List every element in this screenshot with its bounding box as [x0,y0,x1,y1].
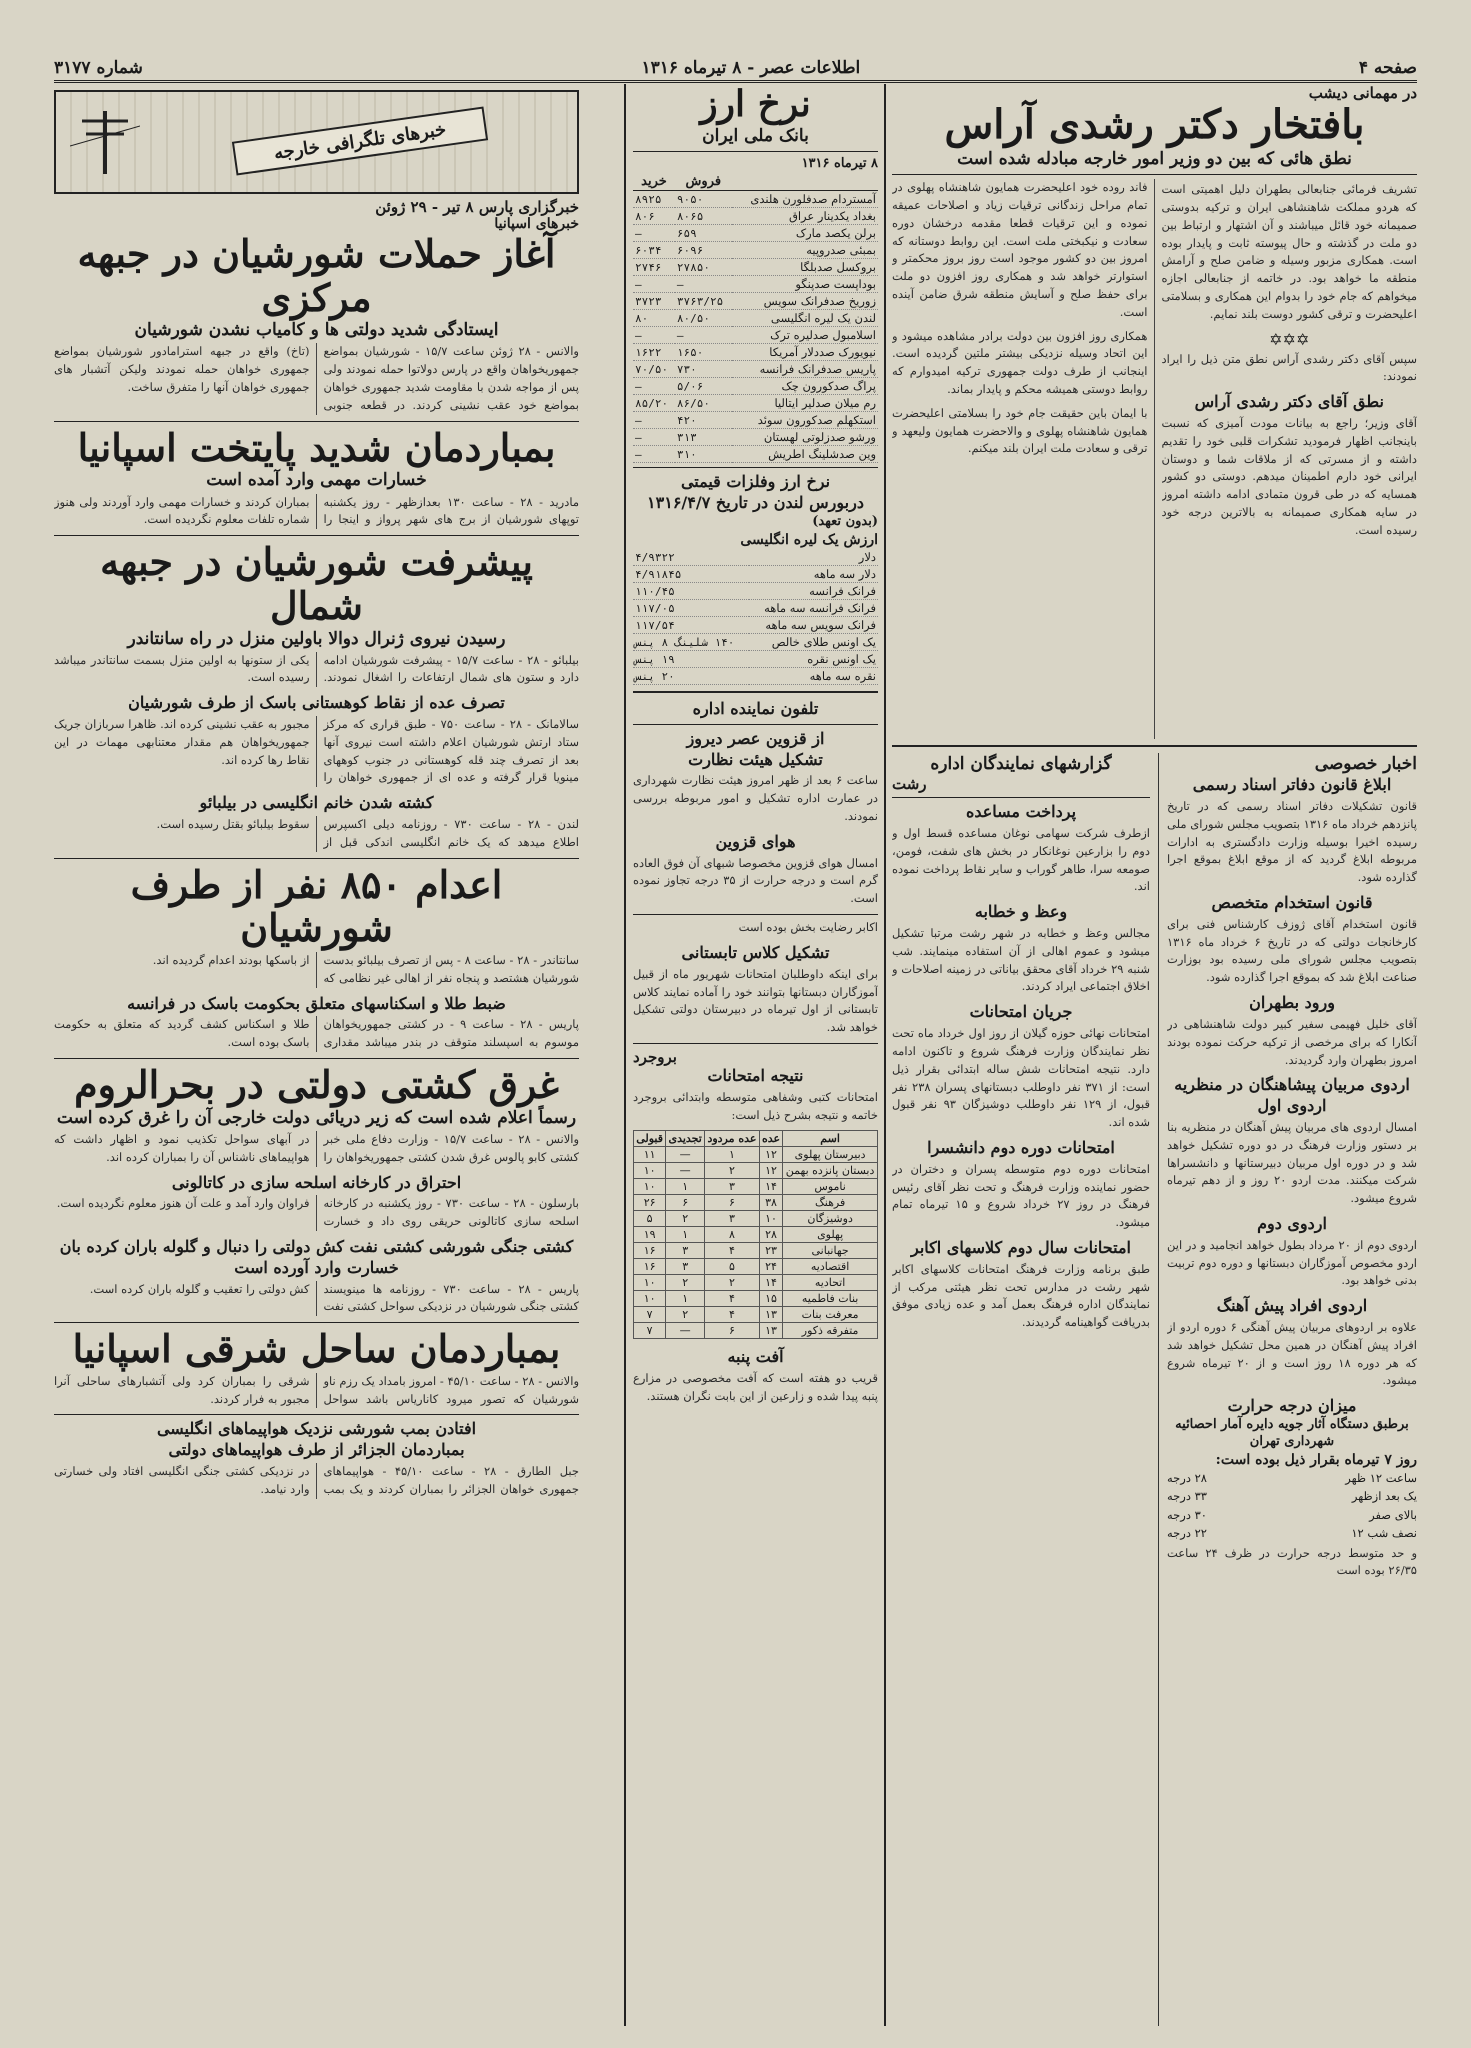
rasht-s2-body: مجالس وعظ و خطابه در شهر رشت مرتبا تشکیل میشود و عموم اهالی از آن استفاده مینمایند. شب شنبه ۲۹ خرداد آقای محقق بیاناتی در زمینه اصلاحات و اخلاق اجتماعی ایراد کردند. [892,926,1150,994]
bourse-row [633,617,878,634]
bourse-row [633,634,878,651]
foreign-dateline: خبرگزاری پارس ۸ تیر - ۲۹ ژوئن [375,198,579,216]
results-cell: ۴ [705,1291,760,1307]
results-cell: ۲۶ [634,1195,666,1211]
results-cell: ناموس [783,1179,878,1195]
body-north: بیلبائو - ۲۸ - ساعت ۱۵/۷ - پیشرفت شورشیان ادامه دارد و ستون های شمال ارتفاعات را اشغال نمودند. یکی از ستونها به اولین منزل بسمت سانتاندر میباشد رسیده است. [54,652,579,685]
item-4-title: اردوی مربیان پیشاهنگان در منظریه [1174,1075,1410,1095]
results-cell: دوشیزگان [783,1211,878,1227]
rate-sell: ۳۱۳ [675,429,732,446]
rate-currency: بمبئی صدروپیه [732,242,878,259]
rate-currency: بغداد یکدینار عراق [732,208,878,225]
weather-row [1167,1506,1417,1524]
results-cell: متفرقه ذکور [783,1323,878,1339]
weather-title: میزان درجه حرارت [1227,1396,1357,1416]
class-body: برای اینکه داوطلبان امتحانات شهریور ماه از قبیل آموزگاران دبستانها بتوانند خود را آماده نمایند کلاس تابستانی از اول تیرماه در دبیرستان دولتی تشکیل خواهد شد. [633,966,878,1035]
rasht-s5-body: طبق برنامه وزارت فرهنگ امتحانات کلاسهای اکابر شهر رشت در مدارس تحت نظر هیئتی مرکب از نمایندگان اداره فرهنگ بعمل آمد و عده زیادی موفق بدریافت گواهینامه گردیدند. [892,1261,1150,1330]
results-header: عده [759,1131,782,1147]
item-2-body: قانون استخدام آقای ژوزف کارشناس فنی برای کارخانجات دولتی که در تاریخ ۶ خرداد ماه ۱۳۱۶ بتصویب مجلس شورای ملی رسیده بود بوزارت صناعت ابلاغ شد که بموقع اجرا گذارده شود. [1167,916,1417,985]
rate-buy: ۳۷۲۳ [633,293,675,310]
banner-label: خبرهای تلگرافی خارجه [232,106,488,175]
results-row [634,1163,878,1179]
headline-gold: ضبط طلا و اسکناسهای متعلق بحکومت باسک در فرانسه [127,993,506,1013]
rate-buy: ۷۰/۵۰ [633,361,675,378]
article-kicker: در مهمانی دیشب [1308,84,1417,102]
item-3-title: ورود بطهران [1249,993,1335,1013]
telegraph-pole-icon [70,106,140,176]
rate-currency: رم میلان صدلیر ایتالیا [732,395,878,412]
rate-sell: ۸۰۶۵ [675,208,732,225]
headline-englishwoman: کشته شدن خانم انگلیسی در بیلبائو [199,793,434,813]
col-sell: فروش [675,173,732,191]
results-header: اسم [783,1131,878,1147]
results-header: عده مردود [705,1131,760,1147]
paper-title: اطلاعات عصر - ۸ تیرماه ۱۳۱۶ [641,58,861,78]
results-row [634,1275,878,1291]
weather-value: ۳۰ درجه [1167,1507,1207,1522]
rate-sell: ۸۰/۵۰ [675,310,732,327]
class-note: اکابر رضایت بخش بوده است [738,920,878,935]
bourse-row [633,668,878,685]
rate-buy: — [633,429,675,446]
rate-currency: پاریس صدفرانک فرانسه [732,361,878,378]
results-cell: — [666,1147,705,1163]
results-row [634,1211,878,1227]
rate-row [633,344,878,361]
rate-sell: — [675,276,732,293]
rasht-s2-title: وعظ و خطابه [974,902,1068,922]
rate-currency: وین صدشلینگ اطریش [732,446,878,463]
weather-sub: برطبق دستگاه آثار جویه دایره آمار احصائیه شهرداری تهران [1175,1417,1409,1449]
bourse-row [633,583,878,600]
qazvin-weather-title: هوای قزوین [715,831,796,851]
results-cell: ۴ [705,1243,760,1259]
rate-currency: آمستردام صدفلورن هلندی [732,191,878,208]
body-offensive: والانس - ۲۸ ژوئن ساعت ۱۵/۷ - شورشیان بمواضع جمهوریخواهان واقع در پارس دولاتوا حمله نمودند ولی پس از مواجه شدن با مقاومت شدید جمهوری خواهان بمواضع خود عقب نشینی کردند. در قطعه جنوبی (تاخ) واقع در جبهه استرامادور شورشیان بمواضع جمهوری خواهان حمله نمودند ولیکن آتشبار های جمهوری خواهان آنها را متفرق ساخت. [54,344,579,412]
telephone-heading: تلفون نماینده اداره [692,699,819,719]
results-cell: ۱ [666,1291,705,1307]
results-row [634,1259,878,1275]
weather-intro: روز ۷ تیرماه بقرار ذیل بوده است: [1215,1451,1417,1468]
rate-currency: برلن یکصد مارک [732,225,878,242]
results-cell: ۱۰ [634,1275,666,1291]
subhead-madrid: خسارات مهمی وارد آمده است [206,470,427,491]
aras-paragraph-1: تشریف فرمائی جنابعالی بطهران دلیل اهمیتی است که هردو مملکت شاهنشاهی ایران و ترکیه بدوستی صمیمانه خود قائل میباشند و آن اشتهار و ارتباط بین دو ملت در گذشته و حال پیوسته ثابت و پایدار بوده است. همکاری مزبور وسیله و ضامن صلح و آرامش منطقه ما خواهد بود. در خاتمه از جنابعالی اجازه میخواهم که جام خود را بدوام این همکاری و بسلامتی اعلیحضرت و ترقی کشور دوست بلند نمایم. [1161,182,1417,321]
results-cell: ۱۴ [759,1179,782,1195]
bourse-value: ۱۹ پنس [633,651,749,668]
results-cell: ۱۰ [759,1211,782,1227]
results-cell: ۱۶ [634,1259,666,1275]
weather-row [1167,1487,1417,1505]
results-cell: ۲ [705,1163,760,1179]
results-row [634,1147,878,1163]
rate-currency: استکهلم صدکورون سوئد [732,412,878,429]
rate-sell: — [675,327,732,344]
subhead-aras: نطق هائی که بین دو وزیر امور خارجه مبادله شده است [957,149,1352,169]
subhead-offensive: ایستادگی شدید دولتی ها و کامیاب نشدن شورشیان [134,320,499,341]
headline-tanker: کشتی جنگی شورشی کشتی نفت کش دولتی را دنبال و گلوله باران کرده بان خسارت وارد آورده است [59,1236,574,1277]
rate-buy: ۸۰ [633,310,675,327]
rate-sell: ۷۳۰ [675,361,732,378]
metals-heading: نرخ ارز وفلزات قیمتی [680,472,831,492]
results-cell: ۱۲ [759,1163,782,1179]
column-rule-right [884,84,886,2026]
rate-currency: ورشو صدزلوتی لهستان [732,429,878,446]
left-column [54,84,579,2026]
headline-algeria: بمباردمان الجزائر از طرف هواپیماهای دولتی [168,1440,465,1460]
rate-currency: زوریخ صدفرانک سویس [732,293,878,310]
results-cell: ۱۱ [634,1147,666,1163]
results-cell: — [666,1163,705,1179]
bourse-item: یک اونس نقره [749,651,878,668]
aras-paragraph-3: همکاری روز افزون بین دولت برادر مشاهده میشود و این اتحاد وسیله نزدیکی بیشتر ملتین گردیده است. اینجانب از طرف دولت جمهوری ترکیه امیدوارم که روابط دوستی همیشه محکم و پایدار بماند. [892,328,1148,397]
weather-value: ۲۸ درجه [1167,1471,1207,1486]
results-row [634,1195,878,1211]
results-cell: ۷ [634,1307,666,1323]
telephone-title: تشکیل هیئت نظارت [688,749,823,769]
reports-heading: گزارشهای نمایندگان اداره [930,754,1112,775]
rate-buy: — [633,446,675,463]
rate-sell: ۶۰۹۶ [675,242,732,259]
headline-basque: تصرف عده از نقاط کوهستانی باسک از طرف شورشیان [128,693,505,713]
results-cell: ۳ [666,1259,705,1275]
subhead-sinking: رسماً اعلام شده است که زیر دریائی دولت خارجی آن را غرق کرده است [56,1107,577,1128]
column-rule-left [624,84,626,2026]
results-row [634,1243,878,1259]
results-cell: ۲۴ [759,1259,782,1275]
bourse-value: ۱۱۷/۰۵ [633,600,749,617]
rate-sell: ۶۵۹ [675,225,732,242]
rate-buy: ۸۹۲۵ [633,191,675,208]
rate-row [633,395,878,412]
right-column [892,84,1417,2026]
results-cell: دبیرستان پهلوی [783,1147,878,1163]
reports-city: رشت [892,775,927,794]
headline-offensive: آغاز حملات شورشیان در جبهه مرکزی [77,231,556,320]
item-4-sub: اردوی اول [1257,1096,1327,1116]
rate-currency: بوداپست صدپنگو [732,276,878,293]
weather-label: یک بعد ازظهر [1351,1489,1417,1504]
rate-currency: اسلامبول صدلیره ترک [732,327,878,344]
bourse-value: ۴/۹۳۲۲ [633,549,749,566]
rate-currency: نیویورک صددلار آمریکا [732,344,878,361]
rate-sell: ۴۲۰ [675,412,732,429]
headline-executions: اعدام ۸۵۰ نفر از طرف شورشیان [130,861,503,951]
body-executions: سانتاندر - ۲۸ - ساعت ۸ - پس از تصرف بیلبائو بدست شورشیان هشتصد و پنجاه نفر از اهالی غیر نظامی که از باسکها بودند اعدام گردیده اند. [152,953,579,985]
rasht-s3-body: امتحانات نهائی حوزه گیلان از روز اول خرداد ماه تحت نظر نمایندگان وزارت فرهنگ شروع و تاکنون ادامه دارد. نتیجه امتحانات شش ساله ابتدائی بقرار ذیل است: از ۳۷۱ نفر داوطلب دبستانهای پسران ۲۳۸ نفر قبول، از ۱۲۹ نفر داوطلب دوشیزگان ۹۳ نفر قبول شده اند. [892,1026,1150,1130]
rasht-s4-title: امتحانات دوره دوم دانشسرا [927,1137,1115,1157]
results-header: تجدیدی [666,1131,705,1147]
results-cell: فرهنگ [783,1195,878,1211]
rate-row [633,225,878,242]
rate-row [633,242,878,259]
rate-sell: ۸۶/۵۰ [675,395,732,412]
results-cell: ۱ [666,1179,705,1195]
bourse-item: دلار [749,549,878,566]
results-cell: ۶ [705,1195,760,1211]
rate-row [633,208,878,225]
results-cell: ۴ [705,1307,760,1323]
rate-row [633,310,878,327]
results-cell: ۵ [705,1259,760,1275]
subhead-north: رسیدن نیروی ژنرال دوالا باولین منزل در راه سانتاندر [127,628,506,649]
weather-label: بالای صفر [1369,1507,1417,1522]
results-cell: جهانبانی [783,1243,878,1259]
rate-sell: ۳۱۰ [675,446,732,463]
pest-body: قریب دو هفته است که آفت مخصوصی در مزارع پنبه پیدا شده و زارعین از این بابت نگران هستند. [633,1371,878,1403]
rate-row [633,378,878,395]
results-row [634,1307,878,1323]
rate-currency: بروکسل صدبلگا [732,259,878,276]
bourse-item: فرانک فرانسه [749,583,878,600]
rate-row [633,361,878,378]
item-5-title: اردوی دوم [1257,1213,1327,1233]
item-5-body: اردوی دوم از ۲۰ مرداد بطول خواهد انجامید و در این اردو مخصوص آموزگاران دبستانها و دوره دوم تربیت بدنی خواهد بود. [1167,1237,1417,1288]
col-buy: خرید [633,173,675,191]
rasht-s3-title: جریان امتحانات [969,1002,1073,1022]
body-fire: بارسلون - ۲۸ - ساعت ۷۳۰ - روز یکشنبه در کارخانه اسلحه سازی کاتالونی حریقی روی داد و خسارت فراوان وارد آمد و علت آن هنوز معلوم نگردیده است. [56,1196,579,1229]
results-cell: ۱۰ [634,1291,666,1307]
rate-row [633,259,878,276]
results-title: نتیجه امتحانات [707,1065,804,1085]
rate-sell: ۱۶۵۰ [675,344,732,361]
results-sub: امتحانات کتبی وشفاهی متوسطه وابتدائی بروجرد خاتمه و نتیجه بشرح ذیل است: [633,1089,878,1122]
rate-buy: — [633,276,675,293]
bourse-item: نقره سه ماهه [749,668,878,685]
city-boroujerd: بروجرد [633,1047,677,1066]
results-cell: ۲ [705,1275,760,1291]
results-cell: ۱۰ [634,1179,666,1195]
rate-sell: ۵/۰۶ [675,378,732,395]
results-row [634,1291,878,1307]
results-cell: ۲ [666,1275,705,1291]
bourse-note: (بدون تعهد) [812,513,878,529]
bourse-value: ۲۰ پنس [633,668,749,685]
aras-paragraph-4: با ایمان باین حقیقت جام خود را بسلامتی اعلیحضرت همایون شاهنشاه پهلوی و والاحضرت همایون ولیعهد و ترقی و سعادت ملت ایران بلند میکنم. [892,405,1148,456]
results-row [634,1227,878,1243]
results-cell: ۱۳ [759,1323,782,1339]
body-tanker: پاریس - ۲۸ - ساعت ۷۳۰ - روزنامه ها مینویسند کشتی جنگی شورشیان در نزدیکی سواحل کشتی نفت کش دولتی را تعقیب و گلوله باران کرده است. [89,1281,579,1314]
bourse-item: فرانک فرانسه سه ماهه [749,600,878,617]
headline-sinking: غرق کشتی دولتی در بحرالروم [74,1062,559,1108]
rate-sell: ۲۷۸۵۰ [675,259,732,276]
bourse-value: ۱۱۰/۴۵ [633,583,749,600]
rates-date: ۸ تیرماه ۱۳۱۶ [801,156,878,172]
results-row [634,1323,878,1339]
body-coast: والانس - ۲۸ - ساعت ۴۵/۱۰ - امروز بامداد یک رزم ناو شورشیان که تصور میرود کاناریاس باشد سواحل شرقی را بمباران کرد ولی آتشبارهای ساحلی آنرا مجبور به فرار کردند. [54,1373,579,1406]
middle-column [633,84,878,2026]
results-cell: اتحادیه [783,1275,878,1291]
bourse-item: فرانک سویس سه ماهه [749,617,878,634]
item-6-title: اردوی افراد پیش آهنگ [1216,1296,1368,1316]
bourse-sub: ارزش یک لیره انگلیسی [740,531,878,548]
bourse-row [633,600,878,617]
results-cell: پهلوی [783,1227,878,1243]
foreign-section: خبرهای اسپانیا [494,216,579,232]
rate-currency: پراگ صدکورون چک [732,378,878,395]
rasht-s1-body: ازطرف شرکت سهامی نوغان مساعده قسط اول و دوم را بزارعین نوغانکار در بخش های شفت، فومن، صومعه سرا، طاهر گوراب و سایر نقاط پرداخت نموده اند. [892,825,1150,894]
headline-madrid: بمباردمان شدید پایتخت اسپانیا [77,424,556,470]
issue-number: شماره ۳۱۷۷ [54,58,143,78]
body-basque: سالامانک - ۲۸ - ساعت ۷۵۰ - طبق قراری که مرکز ستاد ارتش شورشیان اعلام داشته است نیروی آنها بعد از تصرف چند قله کوهستانی در جنوب کوههای مینویا قرار گرفته و عده ای از جمهوری خواهان را مجبور به عقب نشینی کرده اند. ظاهرا سربازان جریک جمهوریخواهان هم مقدار معتنابهی مهمات در این نقاط رها کرده اند. [54,717,579,785]
results-cell: ۱۳ [759,1307,782,1323]
rasht-s5-title: امتحانات سال دوم کلاسهای اکابر [911,1238,1131,1257]
results-cell: ۱۰ [634,1163,666,1179]
exchange-rates-table [633,173,878,463]
bourse-value: ۱۱۷/۵۴ [633,617,749,634]
rate-buy: ۱۶۲۲ [633,344,675,361]
weather-row [1167,1469,1417,1487]
results-cell: ۲۸ [759,1227,782,1243]
rate-buy: ۲۷۴۶ [633,259,675,276]
body-gold: پاریس - ۲۸ - ساعت ۹ - در کشتی جمهوریخواهان موسوم به اسپسلند متوقف در بندر میباشد مقداری طلا و اسکناس کشف گردید که متعلق به حکومت باسک بوده است. [54,1017,579,1050]
results-cell: اقتصادیه [783,1259,878,1275]
headline-north: پیشرفت شورشیان در جبهه شمال [100,539,533,628]
special-news-heading: اخبار خصوصی [1314,754,1417,775]
results-cell: ۱۶ [634,1243,666,1259]
results-cell: ۱ [705,1147,760,1163]
rate-row [633,293,878,310]
rate-row [633,446,878,463]
aras-reply-intro: سپس آقای دکتر رشدی آراس نطق متن ذیل را ایراد نمودند: [1161,351,1417,384]
results-cell: معرفت بنات [783,1307,878,1323]
rate-sell: ۹۰۵۰ [675,191,732,208]
rasht-s4-body: امتحانات دوره دوم متوسطه پسران و دختران در حضور نماینده وزارت فرهنگ و تحت نظر آقای رئیس فرهنگ در روز ۲۷ خرداد شروع و ۱۵ تیرماه تمام میشود. [892,1161,1150,1230]
class-title: تشکیل کلاس تابستانی [681,942,830,962]
bourse-value: ۱۴۰ شلینگ ۸ پنس [633,634,749,651]
rate-row [633,276,878,293]
lower-right-area [892,753,1417,2026]
results-cell: ۳ [705,1179,760,1195]
item-1-body: قانون تشکیلات دفاتر اسناد رسمی که در تاریخ پانزدهم خرداد ماه ۱۳۱۶ بتصویب مجلس شورای ملی رسیده اخیرا بوسیله وزارت دادگستری به ادارات مربوطه ابلاغ گردید که از موقع ابلاغ بموقع اجرا گذارده شود. [1167,798,1417,885]
telephone-sub: از قزوین عصر دیروز [686,728,825,748]
headline-coast: بمباردمان ساحل شرقی اسپانیا [72,1326,561,1372]
rate-buy: — [633,327,675,344]
results-cell: ۲ [666,1211,705,1227]
headline-bomb-uk: افتادن بمب شورشی نزدیک هواپیماهای انگلیسی [156,1419,477,1439]
item-3-body: آقای خلیل فهیمی سفیر کبیر دولت شاهنشاهی در آنکارا که برای مرخصی از ترکیه حرکت نموده بودند امروز بطهران وارد گردیدند. [1167,1016,1417,1067]
special-news-column [1167,753,1417,2026]
weather-row [1167,1524,1417,1542]
bourse-row [633,566,878,583]
item-4-body: امسال اردوی های مربیان پیش آهنگان در منظریه بنا بر دستور وزارت فرهنگ در دو دوره تشکیل خواهد شد و در دوره اول مربیان دبیرستانها و دانشسراها شرکت میکنند. مدت اردو ۲۰ روز و از دهم تیرماه شروع میشود. [1167,1119,1417,1206]
results-cell: ۷ [634,1323,666,1339]
results-cell: ۱۵ [759,1291,782,1307]
pest-title: آفت پنبه [727,1347,784,1367]
rates-heading: نرخ ارز [700,84,811,125]
body-madrid: مادرید - ۲۸ - ساعت ۱۳۰ بعدازظهر - روز یکشنبه توپهای شورشیان از برج های شهر پرواز و اینجا را بمباران کردند و خسارات مهمی وارد آوردند ولی هنوز شماره تلفات معلوم نگردیده است. [54,494,579,527]
results-cell: ۱۴ [759,1275,782,1291]
rate-sell: ۳۷۶۳/۲۵ [675,293,732,310]
aras-paragraph-2: فاند روده خود اعلیحضرت همایون شاهنشاه پهلوی در تمام مراحل زندگانی ترقیات زیاد و اصلاحات عمیقه نموده و این ترقیات قطعا مقدمه درخشان دوره سعادت و نیکبختی ملت است. این روابط دوستانه که امروز بین دو کشور موجود است روز بروز محکمتر و استوارتر خواهد شد و همکاری روز افزون دو ملت برای حفظ صلح و آسایش منطقه شرق ضامن آینده است. [892,180,1148,319]
results-cell: ۶ [666,1195,705,1211]
aras-reply-body: آقای وزیر؛ راجع به بیانات مودت آمیزی که نسبت باینجانب اظهار فرمودید تشکرات قلبی خود را تقدیم داشته و از مسرتی که از ملاقات شما و دوستان ایرانی خود دارم اطمینان میدهم. دوستی دو کشور همسایه که در طی قرون متمادی ادامه داشته امروز در سایه همکاری صمیمانه به بالاترین درجه خود رسیده است. [1161,416,1417,537]
rate-buy: ۸۵/۲۰ [633,395,675,412]
rate-buy: — [633,378,675,395]
masthead [54,56,1417,83]
results-cell: ۶ [705,1323,760,1339]
rates-bank: بانک ملی ایران [702,126,809,147]
weather-value: ۳۳ درجه [1167,1489,1207,1504]
bourse-value: ۴/۹۱۸۴۵ [633,566,749,583]
bourse-row [633,651,878,668]
body-algeria: جبل الطارق - ۲۸ - ساعت ۴۵/۱۰ - هواپیماهای جمهوری خواهان الجزائر را بمباران کردند و یک بمب در نزدیکی کشتی جنگی انگلیسی افتاد ولی خسارتی وارد نیامد. [54,1464,579,1496]
telephone-body: ساعت ۶ بعد از ظهر امروز هیئت نظارت شهرداری در عمارت اداره تشکیل و امور مربوطه بررسی نمودند. [633,773,878,824]
weather-label: نصف شب ۱۲ [1351,1526,1417,1541]
bourse-item: دلار سه ماهه [749,566,878,583]
rate-row [633,191,878,208]
results-cell: ۲ [666,1307,705,1323]
body-sinking: والانس - ۲۸ - ساعت ۱۵/۷ - وزارت دفاع ملی خبر کشتی کابو پالوس غرق شدن کشتی جمهوریخواهان را در آبهای سواحل تکذیب نمود و اظهار داشت که هواپیماهای ناشناس آن را بمباران کرده اند. [54,1131,579,1164]
headline-aras: بافتخار دکتر رشدی آراس [944,101,1365,148]
results-cell: ۱ [666,1227,705,1243]
weather-table [1167,1469,1417,1543]
bourse-heading: دربورس لندن در تاریخ ۱۳۱۶/۴/۷ [647,493,864,513]
results-cell: ۱۹ [634,1227,666,1243]
bourse-table [633,549,878,685]
results-cell: ۸ [705,1227,760,1243]
qazvin-weather-body: امسال هوای قزوین مخصوصا شبهای آن فوق العاده گرم است و درجه حرارت از ۳۵ درجه تجاوز نموده است. [633,855,878,906]
results-cell: بنات فاطمیه [783,1291,878,1307]
weather-footer: و حد متوسط درجه حرارت در ظرف ۲۴ ساعت ۲۶/۳۵ بوده است [1167,1545,1417,1578]
rate-buy: — [633,225,675,242]
results-cell: ۳۸ [759,1195,782,1211]
rate-buy: ۸۰۶ [633,208,675,225]
rate-buy: — [633,412,675,429]
results-cell: ۲۳ [759,1243,782,1259]
rate-row [633,412,878,429]
headline-fire: احتراق در کارخانه اسلحه سازی در کاتالونی [171,1172,462,1192]
weather-label: ساعت ۱۲ ظهر [1345,1471,1417,1486]
foreign-news-banner [54,90,579,194]
page-label: صفحه ۴ [1358,58,1417,78]
item-6-body: علاوه بر اردوهای مربیان پیش آهنگی ۶ دوره اردو از افراد پیش آهنگان در همین محل تشکیل خواهد شد که هر دوره ۱۸ روز است و از ۲۰ تیرماه شروع میشود. [1167,1320,1417,1388]
results-header: قبولی [634,1131,666,1147]
item-1-title: ابلاغ قانون دفاتر اسناد رسمی [1192,775,1392,795]
aras-article-body [892,179,1417,739]
rate-currency: لندن یک لیره انگلیسی [732,310,878,327]
weather-value: ۲۲ درجه [1167,1526,1207,1541]
item-2-title: قانون استخدام متخصص [1211,893,1373,913]
bourse-item: یک اونس طلای خالص [749,634,878,651]
results-row [634,1179,878,1195]
rate-row [633,327,878,344]
bourse-row [633,549,878,566]
results-cell: ۱۲ [759,1147,782,1163]
results-cell: ۳ [705,1211,760,1227]
results-cell: ۳ [666,1243,705,1259]
exam-results-table [633,1130,878,1339]
results-cell: — [666,1323,705,1339]
rasht-reports-column [892,753,1150,2026]
rate-buy: ۶۰۳۴ [633,242,675,259]
rasht-s1-title: پرداخت مساعده [965,802,1077,822]
results-cell: دبستان پانزده بهمن [783,1163,878,1179]
rate-row [633,429,878,446]
body-englishwoman: لندن - ۲۸ - ساعت ۷۳۰ - روزنامه دیلی اکسپرس اطلاع میدهد که یک خانم انگلیسی اندکی قبل از سقوط بیلبائو بقتل رسیده است. [156,817,579,849]
results-cell: ۵ [634,1211,666,1227]
separator-stars: ✡✡✡ [1269,329,1310,349]
aras-reply-heading: نطق آقای دکتر رشدی آراس [1194,392,1384,412]
